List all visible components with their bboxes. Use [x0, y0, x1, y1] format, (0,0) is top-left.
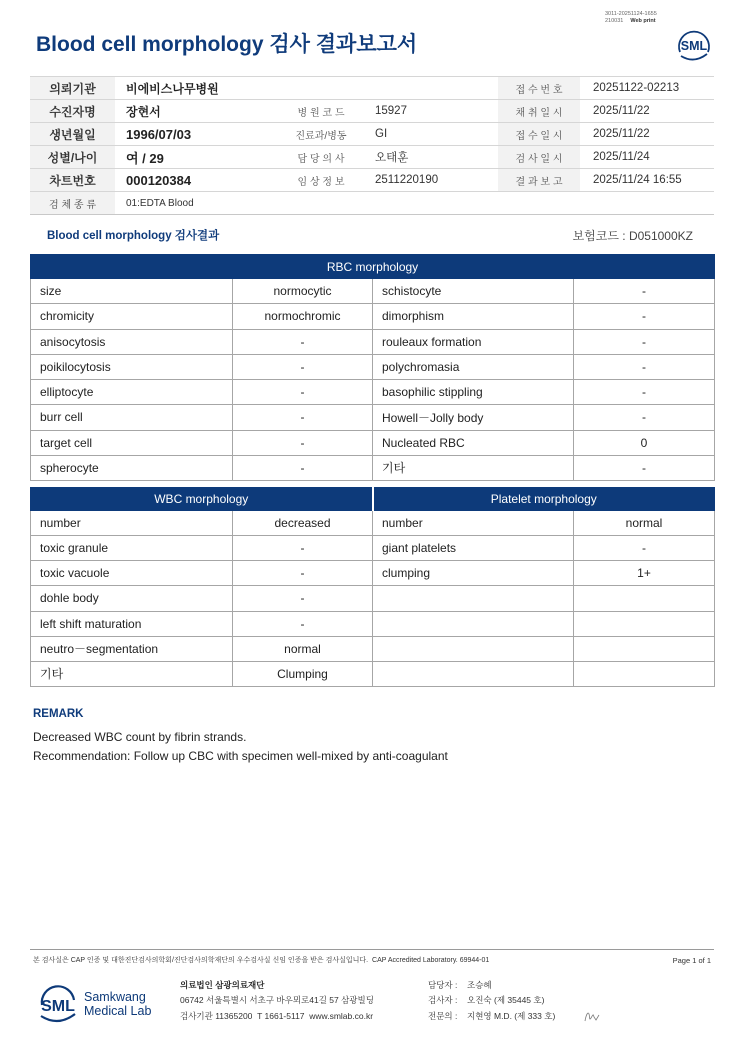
rbc-item-result: -	[233, 430, 373, 455]
remark-line: Recommendation: Follow up CBC with specimen well-mixed by anti-coagulant	[33, 749, 448, 763]
platelet-item-result: 1+	[574, 561, 715, 586]
empty-cell	[280, 192, 362, 215]
wbc-item-label: dohle body	[31, 586, 233, 611]
empty-cell	[362, 77, 498, 100]
rbc-item-result: -	[233, 329, 373, 354]
received-value: 2025/11/22	[580, 123, 714, 146]
empty-cell	[373, 611, 574, 636]
wbc-platelet-row	[31, 661, 715, 686]
rbc-item-label: Howell－Jolly body	[373, 405, 574, 430]
empty-cell	[574, 636, 715, 661]
rbc-item-label: polychromasia	[373, 354, 574, 379]
wbc-item-label: toxic vacuole	[31, 561, 233, 586]
print-stamp	[605, 11, 657, 24]
print-stamp-code: 210031	[605, 17, 624, 24]
specimen-value: 01:EDTA Blood	[115, 192, 280, 215]
rbc-row	[31, 405, 715, 430]
wbc-morphology-header: WBC morphology	[31, 488, 373, 511]
rbc-item-label: spherocyte	[31, 455, 233, 480]
wbc-item-result: -	[233, 561, 373, 586]
staff-role: 담당자 :	[428, 980, 458, 990]
rbc-item-result: -	[574, 455, 715, 480]
staff-line	[428, 979, 492, 991]
rbc-item-result: -	[233, 380, 373, 405]
sml-logo-icon	[673, 25, 715, 65]
wbc-platelet-row	[31, 611, 715, 636]
rbc-item-result: -	[574, 329, 715, 354]
wbc-item-result: normal	[233, 636, 373, 661]
empty-cell	[373, 661, 574, 686]
wbc-item-result: -	[233, 611, 373, 636]
organization-name: 의료법인 삼광의료재단	[180, 980, 265, 990]
rbc-row	[31, 430, 715, 455]
rbc-morphology-table	[30, 254, 715, 481]
collected-value: 2025/11/22	[580, 100, 714, 123]
rbc-item-result: -	[574, 279, 715, 304]
physician-value: 오태훈	[362, 146, 498, 169]
empty-cell	[373, 586, 574, 611]
empty-cell	[574, 661, 715, 686]
patient-row-birth	[30, 123, 714, 146]
rbc-item-result: -	[574, 405, 715, 430]
wbc-item-label: toxic granule	[31, 536, 233, 561]
print-stamp-id: 3011-20251124-1655	[605, 11, 657, 17]
platelet-item-label: number	[373, 511, 574, 536]
empty-cell	[498, 192, 580, 215]
platelet-item-label: giant platelets	[373, 536, 574, 561]
rbc-item-label: anisocytosis	[31, 329, 233, 354]
institution-value: 비에비스나무병원	[115, 77, 280, 100]
rbc-item-label: Nucleated RBC	[373, 430, 574, 455]
wbc-item-label: neutro－segmentation	[31, 636, 233, 661]
rbc-item-label: basophilic stippling	[373, 380, 574, 405]
patient-row-institution	[30, 77, 714, 100]
organization-address: 06742 서울특별시 서초구 바우뫼로41길 57 삼광빌딩	[180, 995, 374, 1005]
sex-age-label: 성별/나이	[30, 146, 115, 169]
tested-label: 검 사 일 시	[498, 146, 580, 169]
birth-date-value: 1996/07/03	[115, 123, 280, 146]
rbc-row	[31, 455, 715, 480]
rbc-item-label: 기타	[373, 455, 574, 480]
wbc-item-label: left shift maturation	[31, 611, 233, 636]
department-label: 진료과/병동	[280, 123, 362, 146]
chart-no-value: 000120384	[115, 169, 280, 192]
empty-cell	[574, 611, 715, 636]
empty-cell	[280, 77, 362, 100]
staff-line	[428, 1010, 555, 1022]
staff-line	[428, 994, 544, 1006]
chart-no-label: 차트번호	[30, 169, 115, 192]
rbc-item-label: elliptocyte	[31, 380, 233, 405]
rbc-item-result: normocytic	[233, 279, 373, 304]
rbc-row	[31, 354, 715, 379]
rbc-item-result: 0	[574, 430, 715, 455]
rbc-item-label: size	[31, 279, 233, 304]
rbc-header-row	[31, 255, 715, 279]
staff-name: 오진숙 (제 35445 호)	[467, 995, 545, 1005]
remark-title: REMARK	[33, 708, 84, 720]
rbc-item-label: dimorphism	[373, 304, 574, 329]
collected-label: 채 취 일 시	[498, 100, 580, 123]
rbc-item-result: -	[233, 405, 373, 430]
wbc-platelet-row	[31, 561, 715, 586]
wbc-item-result: Clumping	[233, 661, 373, 686]
wbc-platelet-row	[31, 536, 715, 561]
rbc-item-label: target cell	[31, 430, 233, 455]
wbc-item-result: -	[233, 536, 373, 561]
rbc-item-label: poikilocytosis	[31, 354, 233, 379]
rbc-item-result: -	[233, 455, 373, 480]
empty-cell	[373, 636, 574, 661]
wbc-platelet-row	[31, 511, 715, 536]
patient-row-chart	[30, 169, 714, 192]
logo-mark-text: SML	[680, 39, 708, 53]
wbc-platelet-row	[31, 586, 715, 611]
platelet-item-result: normal	[574, 511, 715, 536]
rbc-row	[31, 380, 715, 405]
patient-name-value: 장현서	[115, 100, 280, 123]
rbc-item-result: -	[233, 354, 373, 379]
tested-value: 2025/11/24	[580, 146, 714, 169]
rbc-item-result: -	[574, 304, 715, 329]
accreditation-note: 본 검사실은 CAP 인증 및 대한진단검사의학회/진단검사의학재단의 우수검사실 신임 인증을 받은 검사실입니다. CAP Accredited Laboratory. 69944-01	[33, 957, 490, 964]
institution-label: 의뢰기관	[30, 77, 115, 100]
platelet-item-label: clumping	[373, 561, 574, 586]
clinical-info-value: 2511220190	[362, 169, 498, 192]
report-title: Blood cell morphology 검사 결과보고서	[36, 33, 418, 56]
received-label: 접 수 일 시	[498, 123, 580, 146]
accession-no-label: 접 수 번 호	[498, 77, 580, 100]
empty-cell	[580, 192, 714, 215]
wbc-item-result: decreased	[233, 511, 373, 536]
remark-line: Decreased WBC count by fibrin strands.	[33, 730, 247, 744]
rbc-row	[31, 279, 715, 304]
staff-role: 전문의 :	[428, 1011, 458, 1021]
hospital-code-label: 병 원 코 드	[280, 100, 362, 123]
signature-mark	[583, 1009, 601, 1024]
page-number: Page 1 of 1	[672, 956, 711, 965]
logo-name-line1: Samkwang	[84, 990, 146, 1004]
patient-row-name	[30, 100, 714, 123]
reported-label: 결 과 보 고	[498, 169, 580, 192]
wbc-platelet-header-row	[31, 488, 715, 511]
wbc-platelet-row	[31, 636, 715, 661]
sml-logo-icon	[36, 981, 80, 1027]
accession-no-value: 20251122-02213	[580, 77, 714, 100]
platelet-morphology-header: Platelet morphology	[373, 488, 715, 511]
patient-row-specimen	[30, 192, 714, 215]
rbc-item-label: burr cell	[31, 405, 233, 430]
reported-value: 2025/11/24 16:55	[580, 169, 714, 192]
rbc-item-result: -	[574, 380, 715, 405]
empty-cell	[362, 192, 498, 215]
print-mode: Web print	[630, 17, 656, 24]
patient-name-label: 수진자명	[30, 100, 115, 123]
department-value: GI	[362, 123, 498, 146]
rbc-item-label: rouleaux formation	[373, 329, 574, 354]
clinical-info-label: 임 상 정 보	[280, 169, 362, 192]
hospital-code-value: 15927	[362, 100, 498, 123]
patient-info-table	[30, 76, 714, 215]
physician-label: 담 당 의 사	[280, 146, 362, 169]
wbc-item-result: -	[233, 586, 373, 611]
rbc-row	[31, 304, 715, 329]
organization-contact: 검사기관 11365200 T 1661-5117 www.smlab.co.kr	[180, 1011, 374, 1021]
wbc-platelet-morphology-table	[30, 487, 715, 687]
rbc-item-result: -	[574, 354, 715, 379]
staff-role: 검사자 :	[428, 995, 458, 1005]
rbc-row	[31, 329, 715, 354]
staff-name: 조승혜	[467, 980, 492, 990]
platelet-item-result: -	[574, 536, 715, 561]
wbc-item-label: number	[31, 511, 233, 536]
staff-name: 지현영 M.D. (제 333 호)	[467, 1011, 556, 1021]
empty-cell	[574, 586, 715, 611]
rbc-item-label: schistocyte	[373, 279, 574, 304]
footer-divider	[30, 949, 714, 950]
wbc-item-label: 기타	[31, 661, 233, 686]
insurance-code: 보험코드 : D051000KZ	[572, 229, 693, 243]
patient-row-sex-age	[30, 146, 714, 169]
specimen-label: 검 체 종 류	[30, 192, 115, 215]
rbc-item-label: chromicity	[31, 304, 233, 329]
rbc-morphology-header: RBC morphology	[31, 255, 715, 279]
print-stamp-line	[605, 18, 657, 25]
results-title: Blood cell morphology 검사결과	[47, 230, 220, 242]
logo-name-line2: Medical Lab	[84, 1004, 152, 1018]
sex-age-value: 여 / 29	[115, 146, 280, 169]
birth-date-label: 생년월일	[30, 123, 115, 146]
logo-mark-text: SML	[41, 998, 75, 1015]
rbc-item-result: normochromic	[233, 304, 373, 329]
